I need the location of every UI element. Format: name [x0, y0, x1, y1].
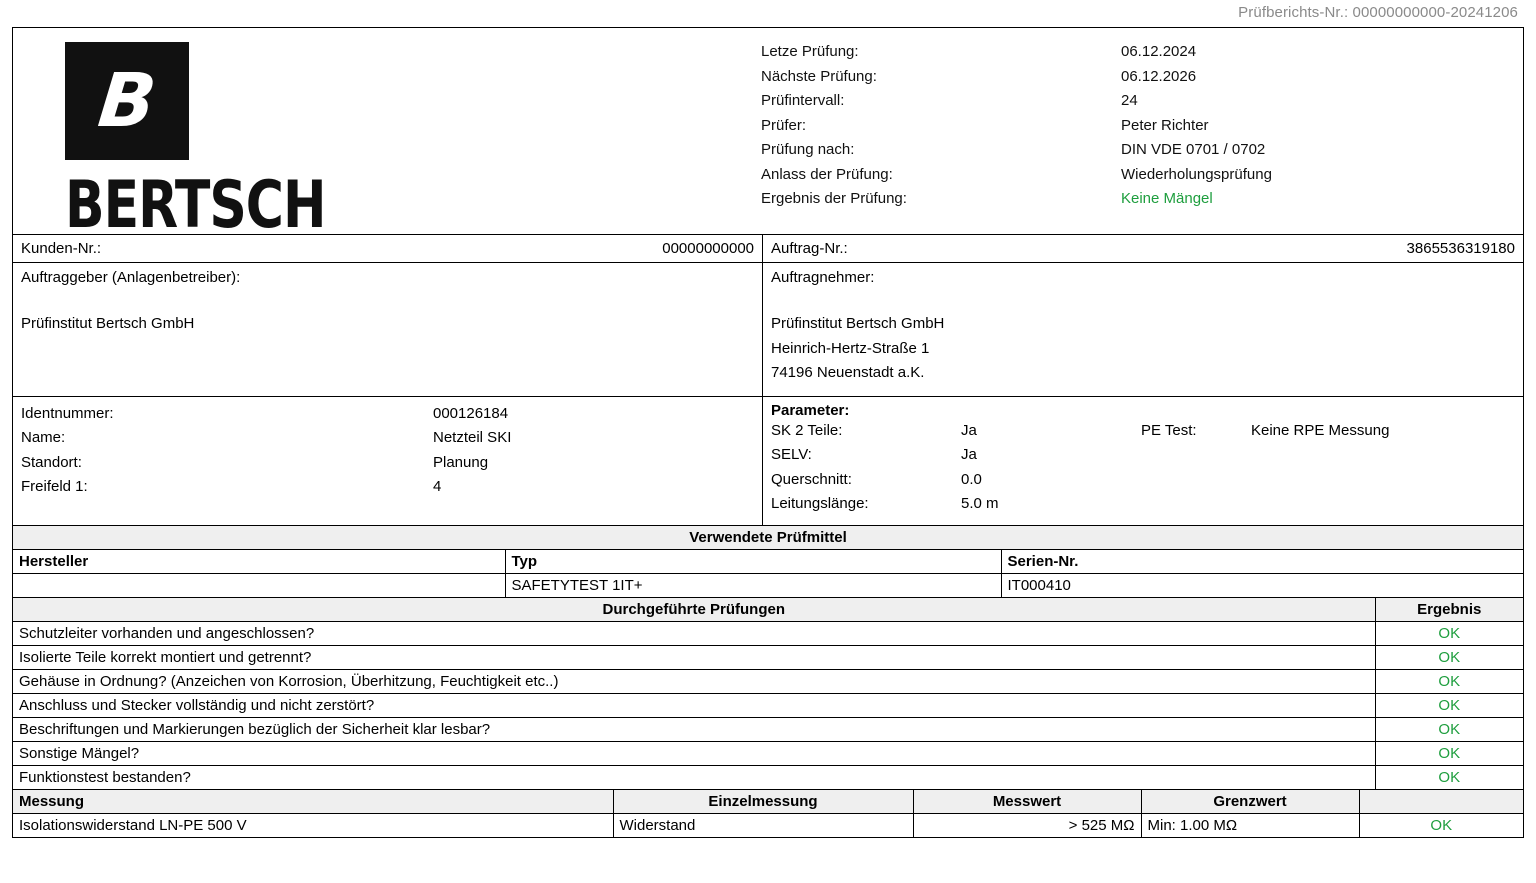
bertsch-logo-icon [65, 42, 189, 160]
col-einzelmessung: Einzelmessung [613, 790, 913, 814]
meta-label: Prüfer: [761, 116, 807, 134]
checks-section-title: Durchgeführte Prüfungen [13, 598, 1375, 622]
meta-row [761, 163, 1523, 188]
table-row [13, 693, 1523, 717]
check-text: Anschluss und Stecker vollständig und nicht zerstört? [13, 693, 1375, 717]
meta-row [761, 40, 1523, 65]
parameter-label: SELV: [771, 446, 812, 463]
measurement-name: Isolationswiderstand LN-PE 500 V [13, 813, 613, 837]
check-result: OK [1375, 669, 1523, 693]
check-result: OK [1375, 621, 1523, 645]
check-text: Gehäuse in Ordnung? (Anzeichen von Korrosion, Überhitzung, Feuchtigkeit etc..) [13, 669, 1375, 693]
meta-label: Prüfung nach: [761, 141, 855, 158]
logo-letter: B [94, 58, 160, 144]
device-field [21, 451, 754, 476]
checks-header-row [13, 598, 1523, 622]
meta-value: Peter Richter [1121, 116, 1209, 134]
meta-value: Wiederholungsprüfung [1121, 165, 1272, 183]
order-number-cell [763, 235, 1523, 262]
device-value: Netzteil SKI [433, 429, 512, 446]
measurement-messwert: > 525 MΩ [913, 813, 1141, 837]
check-text: Isolierte Teile korrekt montiert und getrennt? [13, 645, 1375, 669]
device-label: Identnummer: [21, 404, 114, 422]
device-parameter-row [13, 397, 1523, 526]
check-result: OK [1375, 741, 1523, 765]
test-result-value: Keine Mängel [1121, 190, 1213, 207]
meta-value: 06.12.2026 [1121, 67, 1197, 85]
table-row [13, 765, 1523, 789]
device-value: 000126184 [433, 404, 509, 422]
table-row [13, 669, 1523, 693]
meta-label: Nächste Prüfung: [761, 67, 877, 85]
device-value: 4 [433, 478, 442, 495]
contractor-line: Prüfinstitut Bertsch GmbH [771, 315, 945, 332]
order-number-value: 3865536319180 [1406, 240, 1515, 257]
parameter-value: Ja [961, 446, 977, 463]
contractor-block [763, 263, 1523, 396]
parameter-row [771, 468, 1515, 493]
col-grenzwert: Grenzwert [1141, 790, 1359, 814]
meta-label: Anlass der Prüfung: [761, 165, 893, 183]
parameter-value: 0.0 [961, 470, 982, 488]
parameter-label-2: PE Test: [1141, 421, 1197, 439]
logo-wordmark: BERTSCH [65, 168, 326, 243]
contractor-line: 74196 Neuenstadt a.K. [771, 364, 925, 381]
device-label: Freifeld 1: [21, 478, 88, 495]
device-field [21, 402, 754, 427]
table-header-row [13, 550, 1523, 574]
parameter-title: Parameter: [771, 401, 850, 419]
check-text: Sonstige Mängel? [13, 741, 1375, 765]
col-hersteller: Hersteller [13, 550, 505, 574]
check-result: OK [1375, 765, 1523, 789]
parameter-value-2: Keine RPE Messung [1251, 421, 1390, 439]
device-label: Name: [21, 429, 66, 446]
header-meta-list [761, 28, 1523, 234]
col-messwert: Messwert [913, 790, 1141, 814]
parameter-row [771, 419, 1515, 444]
measurement-grenzwert: Min: 1.00 MΩ [1141, 813, 1359, 837]
checks-result-header: Ergebnis [1375, 598, 1523, 622]
meta-value: 06.12.2024 [1121, 43, 1197, 60]
document-header [13, 28, 1523, 243]
meta-row [761, 187, 1523, 212]
parameter-row [771, 492, 1515, 517]
check-text: Funktionstest bestanden? [13, 765, 1375, 789]
meta-row [761, 65, 1523, 90]
col-messung: Messung [13, 790, 613, 814]
col-serien: Serien-Nr. [1001, 550, 1523, 574]
table-row [13, 741, 1523, 765]
measurements-header-row [13, 790, 1523, 814]
report-number: Prüfberichts-Nr.: 00000000000-20241206 [1238, 4, 1518, 21]
device-field [21, 475, 754, 500]
check-text: Beschriftungen und Markierungen bezüglich der Sicherheit klar lesbar? [13, 717, 1375, 741]
parameter-value: 5.0 m [961, 495, 999, 512]
parameter-block [763, 397, 1523, 525]
meta-value: 24 [1121, 92, 1138, 109]
device-field [21, 426, 754, 451]
client-title: Auftraggeber (Anlagenbetreiber): [21, 269, 241, 286]
device-block [13, 397, 763, 525]
check-result: OK [1375, 693, 1523, 717]
meta-label: Letze Prüfung: [761, 43, 859, 60]
checks-table [13, 598, 1523, 790]
col-ergebnis [1359, 790, 1523, 814]
check-result: OK [1375, 717, 1523, 741]
table-row [13, 813, 1523, 837]
meta-value: DIN VDE 0701 / 0702 [1121, 141, 1266, 158]
table-row [13, 573, 1523, 597]
pruefmittel-table [13, 550, 1523, 598]
parameter-value: Ja [961, 421, 977, 439]
table-row [13, 645, 1523, 669]
order-number-label: Auftrag-Nr.: [771, 240, 848, 257]
check-text: Schutzleiter vorhanden und angeschlossen? [13, 621, 1375, 645]
meta-row [761, 114, 1523, 139]
cell-hersteller [13, 573, 505, 597]
measurements-table [13, 790, 1523, 838]
measurement-ergebnis: OK [1359, 813, 1523, 837]
device-value: Planung [433, 453, 489, 471]
pruefmittel-section-title: Verwendete Prüfmittel [13, 526, 1523, 550]
parameter-label: Leitungslänge: [771, 495, 869, 512]
parameter-row [771, 443, 1515, 468]
meta-row [761, 89, 1523, 114]
contractor-title: Auftragnehmer: [771, 269, 875, 286]
col-typ: Typ [505, 550, 1001, 574]
cell-serien: IT000410 [1001, 573, 1523, 597]
client-line: Prüfinstitut Bertsch GmbH [21, 315, 195, 332]
customer-number-label: Kunden-Nr.: [21, 240, 102, 257]
table-row [13, 717, 1523, 741]
meta-row [761, 138, 1523, 163]
parties-row [13, 263, 1523, 397]
meta-label: Prüfintervall: [761, 92, 845, 109]
report-document [12, 27, 1524, 838]
measurement-einzelmessung: Widerstand [613, 813, 913, 837]
check-result: OK [1375, 645, 1523, 669]
contractor-line: Heinrich-Hertz-Straße 1 [771, 339, 930, 357]
device-label: Standort: [21, 453, 82, 471]
parameter-label: Querschnitt: [771, 470, 852, 488]
table-row [13, 621, 1523, 645]
customer-number-value: 00000000000 [662, 240, 754, 257]
cell-typ: SAFETYTEST 1IT+ [505, 573, 1001, 597]
client-block [13, 263, 763, 396]
parameter-label: SK 2 Teile: [771, 421, 843, 439]
meta-label: Ergebnis der Prüfung: [761, 190, 907, 207]
logo-cell [13, 28, 761, 243]
